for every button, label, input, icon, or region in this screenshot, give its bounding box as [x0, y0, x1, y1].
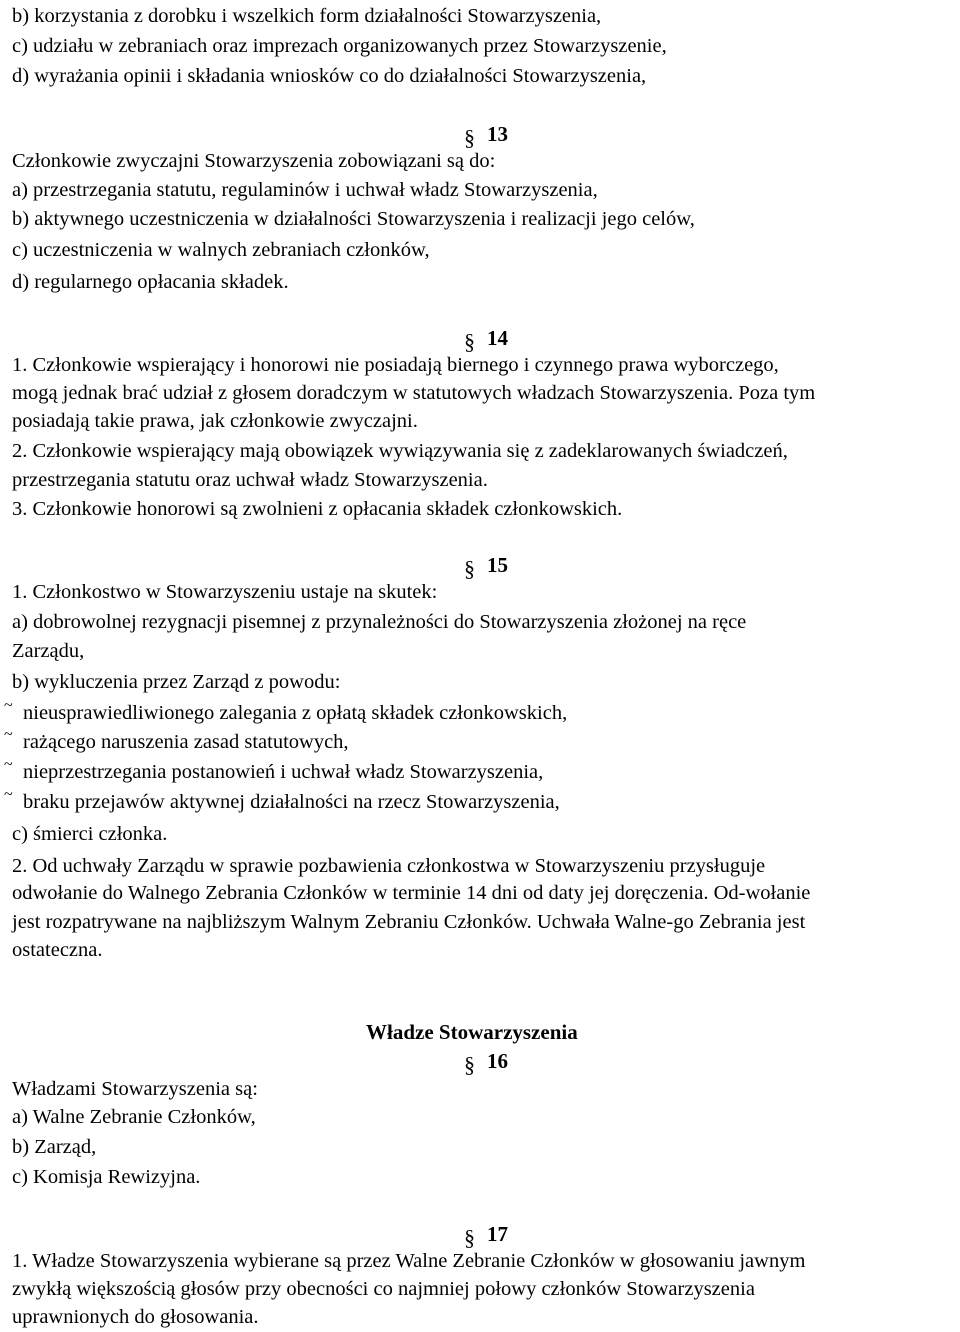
paragraph-line: a) Walne Zebranie Członków,	[12, 1106, 256, 1128]
paragraph-line: Władzami Stowarzyszenia są:	[12, 1078, 258, 1100]
paragraph-line: d) wyrażania opinii i składania wniosków co do działalności Stowarzyszenia,	[12, 65, 647, 87]
section-heading-14	[464, 323, 508, 353]
section-number: 16	[487, 1049, 508, 1073]
paragraph-line: c) śmierci członka.	[12, 823, 168, 845]
section-number: 13	[487, 122, 508, 146]
chapter-title: Władze Stowarzyszenia	[366, 1020, 578, 1044]
paragraph-line: a) dobrowolnej rezygnacji pisemnej z przynależności do Stowarzyszenia złożonej na ręce	[12, 611, 747, 633]
paragraph-line: jest rozpatrywane na najbliższym Walnym Zebraniu Członków. Uchwała Walne-go Zebrania jest	[12, 911, 806, 933]
paragraph-line: b) wykluczenia przez Zarząd z powodu:	[12, 671, 341, 693]
section-sign: §	[464, 556, 475, 581]
paragraph-line: 2. Członkowie wspierający mają obowiązek wywiązywania się z zadeklarowanych świadczeń,	[12, 440, 788, 462]
tilde-bullet-icon: ~	[4, 786, 13, 803]
paragraph-line: Zarządu,	[12, 640, 85, 662]
paragraph-line: ostateczna.	[12, 939, 103, 961]
paragraph-line: 1. Członkowie wspierający i honorowi nie posiadają biernego i czynnego prawa wyborczego,	[12, 354, 779, 376]
paragraph-line: 1. Członkostwo w Stowarzyszeniu ustaje na skutek:	[12, 581, 438, 603]
tilde-bullet-icon: ~	[4, 756, 13, 773]
paragraph-line: b) korzystania z dorobku i wszelkich form działalności Stowarzyszenia,	[12, 5, 602, 27]
paragraph-line: b) aktywnego uczestniczenia w działalności Stowarzyszenia i realizacji jego celów,	[12, 208, 695, 230]
paragraph-line: c) uczestniczenia w walnych zebraniach członków,	[12, 239, 430, 261]
section-heading-16	[464, 1046, 508, 1076]
paragraph-line: uprawnionych do głosowania.	[12, 1306, 259, 1328]
paragraph-line: 1. Władze Stowarzyszenia wybierane są przez Walne Zebranie Członków w głosowaniu jawnym	[12, 1250, 806, 1272]
tilde-bullet-icon: ~	[4, 726, 13, 743]
paragraph-line: a) przestrzegania statutu, regulaminów i uchwał władz Stowarzyszenia,	[12, 179, 598, 201]
paragraph-line: c) udziału w zebraniach oraz imprezach organizowanych przez Stowarzyszenie,	[12, 35, 667, 57]
list-item: nieprzestrzegania postanowień i uchwał władz Stowarzyszenia,	[23, 761, 544, 783]
paragraph-line: Członkowie zwyczajni Stowarzyszenia zobowiązani są do:	[12, 150, 496, 172]
section-sign: §	[464, 1052, 475, 1077]
list-item: rażącego naruszenia zasad statutowych,	[23, 731, 349, 753]
paragraph-line: zwykłą większością głosów przy obecności co najmniej połowy członków Stowarzyszenia	[12, 1278, 755, 1300]
paragraph-line: c) Komisja Rewizyjna.	[12, 1166, 201, 1188]
paragraph-line: posiadają takie prawa, jak członkowie zwyczajni.	[12, 410, 418, 432]
section-heading-15	[464, 550, 508, 580]
section-heading-13	[464, 119, 508, 149]
paragraph-line: 2. Od uchwały Zarządu w sprawie pozbawienia członkostwa w Stowarzyszeniu przysługuje	[12, 855, 766, 877]
section-sign: §	[464, 329, 475, 354]
section-number: 17	[487, 1222, 508, 1246]
section-heading-17	[464, 1219, 508, 1249]
paragraph-line: 3. Członkowie honorowi są zwolnieni z opłacania składek członkowskich.	[12, 498, 623, 520]
list-item: nieusprawiedliwionego zalegania z opłatą składek członkowskich,	[23, 702, 568, 724]
section-number: 14	[487, 326, 508, 350]
section-number: 15	[487, 553, 508, 577]
section-sign: §	[464, 1225, 475, 1250]
paragraph-line: przestrzegania statutu oraz uchwał władz Stowarzyszenia.	[12, 469, 488, 491]
paragraph-line: odwołanie do Walnego Zebrania Członków w terminie 14 dni od daty jej doręczenia. Od-wołanie	[12, 882, 811, 904]
paragraph-line: b) Zarząd,	[12, 1136, 97, 1158]
paragraph-line: mogą jednak brać udział z głosem doradczym w statutowych władzach Stowarzyszenia. Poza tym	[12, 382, 816, 404]
section-sign: §	[464, 125, 475, 150]
tilde-bullet-icon: ~	[4, 697, 13, 714]
paragraph-line: d) regularnego opłacania składek.	[12, 271, 289, 293]
bullet-list	[4, 696, 904, 821]
list-item: braku przejawów aktywnej działalności na rzecz Stowarzyszenia,	[23, 791, 560, 813]
